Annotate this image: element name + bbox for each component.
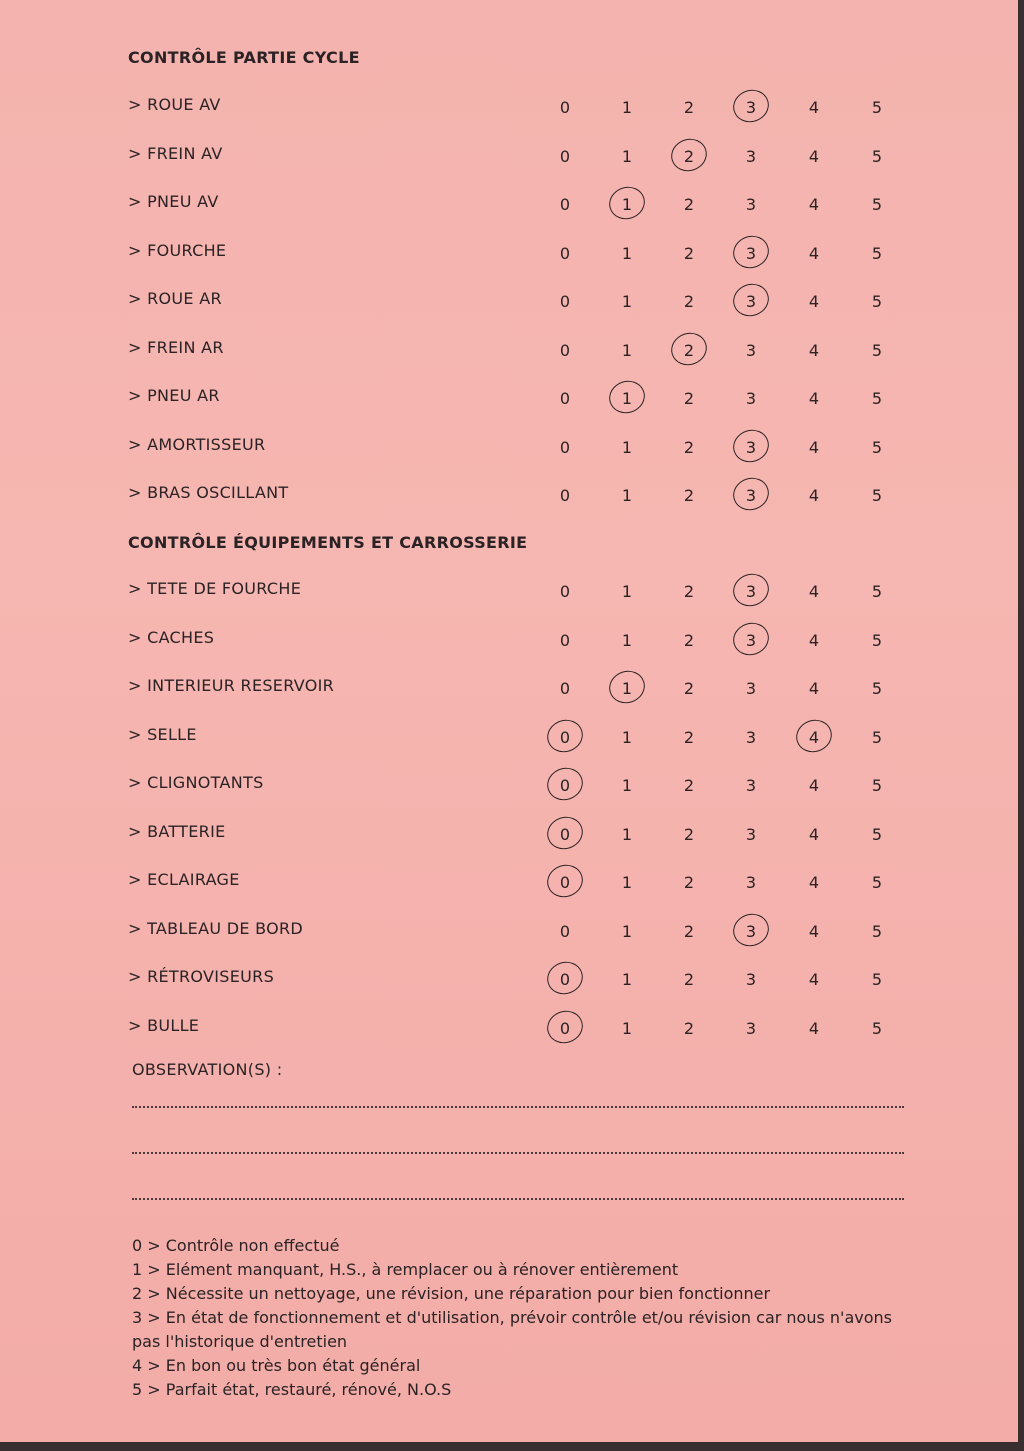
rating-option[interactable]: 5	[871, 437, 883, 457]
rating-option[interactable]: 4	[808, 776, 820, 795]
rating-option[interactable]: 5	[871, 292, 883, 311]
rating-option[interactable]: 5	[871, 195, 883, 214]
rating-option[interactable]: 1	[621, 727, 633, 747]
rating-option-selected[interactable]: 1	[615, 389, 639, 408]
rating-row	[128, 1016, 908, 1046]
rating-option[interactable]: 5	[871, 970, 883, 989]
rating-option-selected[interactable]: 3	[739, 438, 763, 457]
rating-option[interactable]: 5	[871, 679, 883, 698]
rating-option[interactable]: 4	[808, 292, 820, 311]
rating-option[interactable]: 1	[621, 437, 633, 457]
rating-row-label: > FREIN AV	[128, 143, 223, 163]
rating-option[interactable]: 0	[559, 679, 571, 698]
legend-item: 4 > En bon ou très bon état général	[132, 1356, 421, 1375]
rating-row	[128, 435, 908, 465]
rating-option[interactable]: 0	[559, 340, 571, 360]
rating-row	[128, 289, 908, 319]
rating-option[interactable]: 2	[683, 1018, 695, 1038]
rating-row	[128, 967, 908, 997]
rating-option[interactable]: 4	[808, 630, 820, 650]
rating-option-selected[interactable]: 0	[553, 776, 577, 795]
legend	[132, 1234, 892, 1402]
rating-row-label: > RÉTROVISEURS	[128, 967, 275, 986]
rating-option[interactable]: 4	[808, 437, 820, 457]
section-title-cycle: CONTRÔLE PARTIE CYCLE	[128, 48, 360, 67]
rating-option[interactable]: 0	[559, 292, 571, 311]
rating-option[interactable]: 1	[621, 873, 633, 892]
section-title-equipment: CONTRÔLE ÉQUIPEMENTS ET CARROSSERIE	[128, 533, 528, 552]
rating-row	[128, 192, 908, 222]
rating-option-selected[interactable]: 3	[739, 631, 763, 650]
rating-option[interactable]: 3	[745, 1018, 757, 1038]
rating-option[interactable]: 1	[621, 970, 633, 989]
rating-option[interactable]: 4	[808, 921, 820, 941]
rating-option[interactable]: 5	[871, 243, 883, 263]
legend-item: 1 > Elément manquant, H.S., à remplacer ou à rénover entièrement	[132, 1260, 679, 1279]
rating-row	[128, 241, 908, 271]
rating-option-selected[interactable]: 1	[615, 679, 639, 698]
rating-option[interactable]: 4	[808, 873, 820, 892]
rating-option[interactable]: 3	[745, 146, 757, 166]
rating-option[interactable]: 2	[683, 727, 695, 747]
rating-row-label: > TABLEAU DE BORD	[128, 918, 304, 938]
rating-option-selected[interactable]: 4	[802, 728, 826, 747]
rating-row	[128, 919, 908, 949]
rating-option[interactable]: 4	[808, 1018, 820, 1038]
rating-option[interactable]: 0	[559, 486, 571, 505]
rating-option-selected[interactable]: 0	[553, 970, 577, 989]
rating-row	[128, 870, 908, 900]
rating-option[interactable]: 5	[871, 630, 883, 650]
rating-row-label: > ROUE AR	[128, 289, 222, 308]
rating-option[interactable]: 1	[621, 921, 633, 941]
rating-row	[128, 822, 908, 852]
rating-option-selected[interactable]: 0	[553, 873, 577, 892]
rating-option[interactable]: 4	[808, 195, 820, 214]
rating-option[interactable]: 4	[808, 582, 820, 601]
rating-option[interactable]: 1	[621, 146, 633, 166]
rating-row-label: > PNEU AR	[128, 386, 220, 405]
legend-item: 3 > En état de fonctionnement et d'utilisation, prévoir contrôle et/ou révision car nous n'avons pas l'historique d'entretien	[132, 1308, 892, 1351]
rating-option[interactable]: 1	[621, 98, 633, 117]
rating-option[interactable]: 5	[871, 921, 883, 941]
rating-option[interactable]: 2	[683, 679, 695, 698]
rating-option[interactable]: 0	[559, 582, 571, 601]
rating-option[interactable]: 2	[683, 776, 695, 795]
rating-option[interactable]: 0	[559, 921, 571, 941]
rating-row-label: > BRAS OSCILLANT	[128, 483, 289, 502]
rating-option-selected[interactable]: 0	[553, 728, 577, 747]
rating-option-selected[interactable]: 3	[739, 486, 763, 505]
rating-option[interactable]: 2	[683, 921, 695, 941]
rating-option-selected[interactable]: 3	[739, 98, 763, 117]
rating-option[interactable]: 5	[871, 146, 883, 166]
rating-option[interactable]: 4	[808, 970, 820, 989]
rating-option-selected[interactable]: 2	[677, 341, 701, 360]
rating-option[interactable]: 1	[621, 340, 633, 360]
rating-option[interactable]: 4	[808, 340, 820, 360]
observation-line[interactable]	[132, 1198, 904, 1200]
rating-option[interactable]: 2	[683, 486, 695, 505]
rating-option[interactable]: 5	[871, 389, 883, 408]
rating-option[interactable]: 2	[683, 292, 695, 311]
legend-item: 5 > Parfait état, restauré, rénové, N.O.S	[132, 1380, 452, 1399]
rating-option[interactable]: 5	[871, 824, 883, 844]
rating-option[interactable]: 2	[683, 873, 695, 892]
rating-option[interactable]: 5	[871, 486, 883, 505]
observation-line[interactable]	[132, 1106, 904, 1108]
rating-row	[128, 95, 908, 125]
rating-option[interactable]: 2	[683, 243, 695, 263]
rating-option[interactable]: 4	[808, 824, 820, 844]
rating-row	[128, 338, 908, 368]
rating-option[interactable]: 0	[559, 630, 571, 650]
rating-option-selected[interactable]: 2	[677, 147, 701, 166]
rating-option[interactable]: 2	[683, 582, 695, 601]
rating-option[interactable]: 1	[621, 824, 633, 844]
rating-option-selected[interactable]: 0	[553, 825, 577, 844]
rating-option[interactable]: 5	[871, 98, 883, 117]
rating-option[interactable]: 0	[559, 98, 571, 117]
rating-option[interactable]: 0	[559, 389, 571, 408]
rating-option[interactable]: 3	[745, 195, 757, 214]
rating-row-label: > CLIGNOTANTS	[128, 773, 264, 792]
rating-option[interactable]: 0	[559, 195, 571, 214]
rating-row-label: > PNEU AV	[128, 192, 219, 211]
rating-option[interactable]: 2	[683, 98, 695, 117]
rating-option[interactable]: 2	[683, 824, 695, 844]
rating-option[interactable]: 1	[621, 1018, 633, 1038]
rating-option[interactable]: 3	[745, 970, 757, 989]
rating-option[interactable]: 1	[621, 630, 633, 650]
observation-line[interactable]	[132, 1152, 904, 1154]
rating-option[interactable]: 5	[871, 776, 883, 795]
rating-option[interactable]: 2	[683, 437, 695, 457]
rating-row	[128, 725, 908, 755]
rating-option[interactable]: 2	[683, 630, 695, 650]
rating-option[interactable]: 3	[745, 340, 757, 360]
rating-row-label: > SELLE	[128, 724, 197, 744]
rating-row-label: > FREIN AR	[128, 337, 224, 357]
legend-item: 2 > Nécessite un nettoyage, une révision, une réparation pour bien fonctionner	[132, 1284, 771, 1303]
rating-option[interactable]: 5	[871, 1018, 883, 1038]
rating-row-label: > FOURCHE	[128, 240, 227, 260]
rating-option[interactable]: 2	[683, 195, 695, 214]
rating-row	[128, 628, 908, 658]
rating-row-label: > INTERIEUR RESERVOIR	[128, 676, 335, 695]
legend-item: 0 > Contrôle non effectué	[132, 1236, 340, 1255]
rating-row	[128, 773, 908, 803]
rating-row-label: > BATTERIE	[128, 821, 226, 841]
rating-option[interactable]: 0	[559, 146, 571, 166]
rating-option[interactable]: 3	[745, 824, 757, 844]
observations-label: OBSERVATION(S) :	[132, 1060, 283, 1079]
rating-option[interactable]: 3	[745, 679, 757, 698]
rating-option[interactable]: 4	[808, 679, 820, 698]
rating-row-label: > TETE DE FOURCHE	[128, 579, 302, 598]
rating-row	[128, 386, 908, 416]
rating-option[interactable]: 4	[808, 146, 820, 166]
rating-row	[128, 483, 908, 513]
rating-option[interactable]: 1	[621, 486, 633, 505]
rating-option-selected[interactable]: 3	[739, 922, 763, 941]
rating-option[interactable]: 4	[808, 98, 820, 117]
rating-option[interactable]: 0	[559, 437, 571, 457]
rating-option[interactable]: 4	[808, 486, 820, 505]
rating-option[interactable]: 5	[871, 727, 883, 747]
rating-option-selected[interactable]: 3	[739, 292, 763, 311]
rating-row	[128, 579, 908, 609]
rating-option[interactable]: 0	[559, 243, 571, 263]
rating-row-label: > AMORTISSEUR	[128, 434, 266, 454]
rating-option-selected[interactable]: 1	[615, 195, 639, 214]
rating-row	[128, 144, 908, 174]
rating-option[interactable]: 5	[871, 582, 883, 601]
rating-option[interactable]: 4	[808, 389, 820, 408]
rating-option[interactable]: 3	[745, 389, 757, 408]
rating-row	[128, 676, 908, 706]
rating-option[interactable]: 1	[621, 582, 633, 601]
rating-option-selected[interactable]: 0	[553, 1019, 577, 1038]
rating-row-label: > CACHES	[128, 627, 215, 647]
rating-option[interactable]: 1	[621, 776, 633, 795]
rating-option[interactable]: 3	[745, 727, 757, 747]
rating-option[interactable]: 2	[683, 970, 695, 989]
rating-option[interactable]: 3	[745, 873, 757, 892]
rating-option[interactable]: 5	[871, 340, 883, 360]
rating-option-selected[interactable]: 3	[739, 244, 763, 263]
rating-option[interactable]: 5	[871, 873, 883, 892]
rating-option[interactable]: 1	[621, 292, 633, 311]
rating-option-selected[interactable]: 3	[739, 582, 763, 601]
rating-row-label: > BULLE	[128, 1015, 200, 1035]
rating-row-label: > ROUE AV	[128, 95, 221, 114]
rating-option[interactable]: 2	[683, 389, 695, 408]
rating-option[interactable]: 3	[745, 776, 757, 795]
rating-option[interactable]: 1	[621, 243, 633, 263]
rating-option[interactable]: 4	[808, 243, 820, 263]
rating-row-label: > ECLAIRAGE	[128, 870, 240, 889]
